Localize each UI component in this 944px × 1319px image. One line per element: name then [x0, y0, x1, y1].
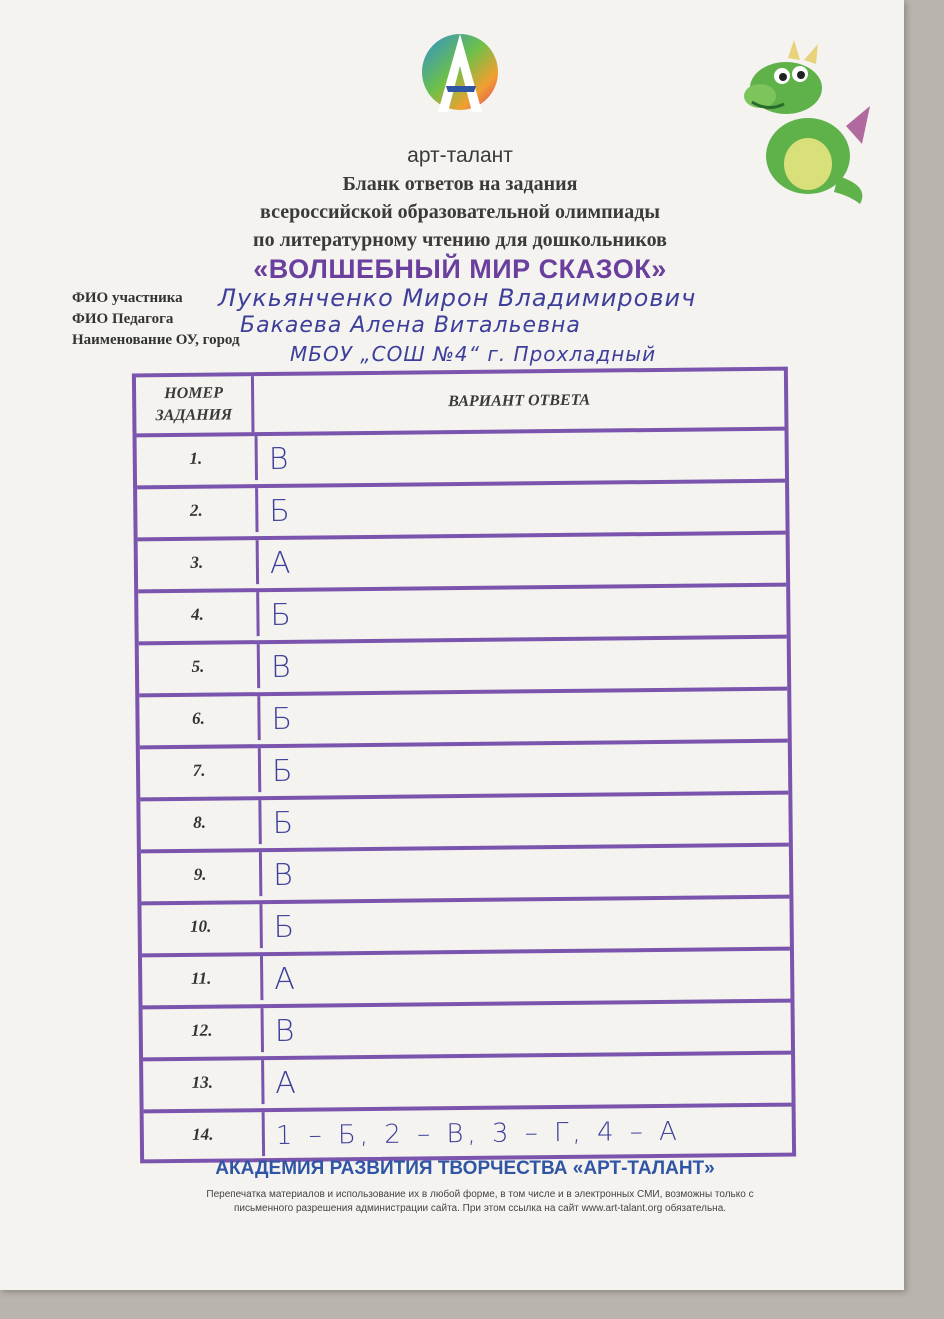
dragon-icon — [738, 36, 878, 204]
task-number: 10. — [141, 904, 262, 949]
task-number: 13. — [143, 1060, 264, 1105]
answer-cell[interactable]: А — [269, 545, 291, 582]
answer-cell[interactable]: В — [272, 857, 293, 894]
task-number: 2. — [137, 488, 258, 533]
teacher-name-field[interactable]: Бакаева Алена Витальевна — [240, 313, 581, 338]
footer-copyright-note — [100, 1188, 860, 1216]
answer-cell[interactable]: А — [275, 1065, 297, 1101]
table-row — [142, 947, 790, 1002]
art-talant-logo-icon — [418, 26, 502, 136]
task-number: 4. — [138, 592, 259, 637]
answer-cell[interactable]: А — [274, 961, 295, 997]
table-row — [141, 895, 789, 950]
answer-cell[interactable]: Б — [271, 753, 293, 790]
task-number: 6. — [139, 696, 260, 741]
answer-table — [132, 367, 796, 1164]
column-header-task-number: НОМЕР ЗАДАНИЯ — [136, 376, 255, 433]
table-row — [138, 583, 786, 638]
table-row — [139, 635, 787, 690]
teacher-label: ФИО Педагога — [72, 311, 174, 327]
table-row — [142, 999, 790, 1054]
table-row — [140, 739, 788, 794]
footer-note-line-2: письменного разрешения администрации сайта. При этом ссылка на сайт www.art-talant.org обязательна. — [233, 1203, 727, 1214]
answer-cell[interactable]: В — [274, 1013, 295, 1049]
answer-cell[interactable]: Б — [271, 701, 293, 738]
participant-label: ФИО участника — [72, 290, 183, 306]
task-number: 11. — [142, 956, 263, 1001]
answer-cell[interactable]: Б — [269, 493, 291, 530]
answer-cell[interactable]: Б — [273, 909, 295, 946]
table-row — [138, 531, 786, 586]
table-row — [143, 1051, 791, 1106]
sheet-title: Бланк ответов на задания — [342, 173, 578, 195]
task-number: 3. — [138, 540, 259, 585]
answer-cell[interactable]: Б — [270, 597, 292, 634]
table-row — [144, 1103, 792, 1158]
sheet-subtitle-2: по литературному чтению для дошкольников — [253, 229, 667, 251]
footer-note-line-1: Перепечатка материалов и использование их в любой форме, в том числе и в электронных СМИ, возможны только с — [206, 1189, 754, 1200]
task-number: 1. — [137, 436, 258, 481]
participant-name-field[interactable]: Лукьянченко Мирон Владимирович — [218, 284, 697, 312]
column-header-answer: ВАРИАНТ ОТВЕТА — [448, 391, 591, 411]
school-name-field[interactable]: МБОУ „СОШ №4“ г. Прохладный — [290, 342, 657, 366]
olympiad-title: «ВОЛШЕБНЫЙ МИР СКАЗОК» — [253, 254, 667, 284]
sheet-subtitle-1: всероссийской образовательной олимпиады — [260, 201, 660, 223]
table-row — [137, 427, 785, 482]
footer-title: АКАДЕМИЯ РАЗВИТИЯ ТВОРЧЕСТВА «АРТ-ТАЛАНТ» — [215, 1158, 715, 1179]
answer-cell[interactable]: В — [270, 649, 291, 686]
answer-cell[interactable]: Б — [272, 805, 294, 842]
table-row — [140, 791, 788, 846]
task-number: 8. — [140, 800, 261, 845]
table-row — [141, 843, 789, 898]
task-number: 14. — [144, 1112, 265, 1157]
task-number: 12. — [143, 1008, 264, 1053]
answer-cell[interactable]: 1 – Б, 2 – В, 3 – Г, 4 – А — [275, 1116, 682, 1151]
table-row — [137, 479, 785, 534]
task-number: 5. — [139, 644, 260, 689]
table-row — [139, 687, 787, 742]
task-number: 9. — [141, 852, 262, 897]
task-number: 7. — [140, 748, 261, 793]
answer-cell[interactable]: В — [268, 441, 289, 478]
school-label: Наименование ОУ, город — [72, 332, 240, 348]
brand-name: арт-талант — [407, 144, 513, 167]
